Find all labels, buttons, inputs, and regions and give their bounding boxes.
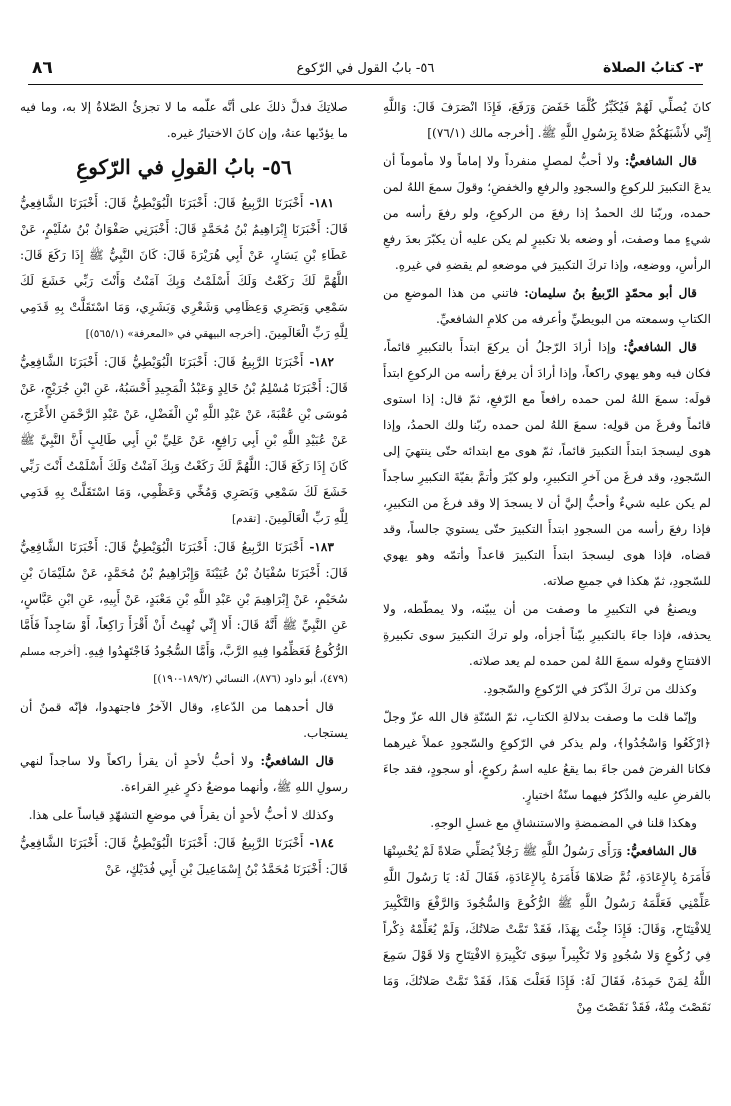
right-paragraph [383, 94, 711, 146]
hadith-number: ١٨٣- [309, 540, 335, 554]
hadith-source: [أخرجه البيهقي في «المعرفة» (٥٦٥/١)] [85, 328, 261, 340]
commentary-paragraph [20, 802, 348, 828]
hadith-text: أَخْبَرَنَا الرَّبِيعُ قَالَ: أَخْبَرَنَا الْبُوَيْطِيُّ قَالَ: أَخْبَرَنَا الشَّافِعِيُّ قَالَ: أَخْبَرَنَا إِبْرَاهِيمُ بْنُ مُحَمَّدٍ قَالَ: أَخْبَرَنِي صَفْوَانُ بْنُ سُلَيْمٍ، عَنْ عَطَاءِ بْنِ يَسَارٍ، عَنْ أَبِي هُرَيْرَةَ قَالَ: كَانَ النَّبِيُّ ﷺ إِذَا رَكَعَ قَالَ: اللَّهُمَّ لَكَ رَكَعْتُ وَلَكَ أَسْلَمْتُ وَبِكَ آمَنْتُ وَأَنْتَ رَبِّي خَشَعَ لَكَ سَمْعِي وَبَصَرِي وَعِظَامِي وَشَعْرِي وَبَشَرِي، وَمَا اسْتَقَلَّتْ بِهِ قَدَمِي لِلَّهِ رَبِّ الْعَالَمِينَ. [20, 196, 348, 340]
paragraph-text: وهكذا قلنا في المضمضةِ والاستنشاقِ مع غسلِ الوجهِ. [430, 816, 697, 830]
section-title: ٥٦- بابُ القولِ في الرّكوعِ [76, 155, 292, 179]
right-paragraph [383, 704, 711, 808]
right-paragraph [383, 148, 711, 278]
hadith-number: ١٨٢- [309, 355, 335, 369]
chapter-title: ٥٦- بابُ القول في الرّكوع [296, 61, 435, 76]
commentary-paragraph [20, 694, 348, 746]
paragraph-text: فاتني من هذا الموضعِ من الكتابِ وسمعته من البويطيِّ وأعرفه من كلامِ الشافعيِّ. [383, 286, 711, 326]
right-paragraph [383, 596, 711, 674]
paragraph-text: قال أحدهما من الدّعاءِ، وقال الآخرُ فاجتهدوا، فإنّه قمنٌ أن يستجاب. [20, 700, 348, 740]
right-paragraph [383, 810, 711, 836]
hadith-text: أَخْبَرَنَا الرَّبِيعُ قَالَ: أَخْبَرَنَا الْبُوَيْطِيُّ قَالَ: أَخْبَرَنَا الشَّافِعِيُّ قَالَ: أَخْبَرَنَا مُسْلِمُ بْنُ خَالِدٍ وَعَبْدُ الْمَجِيدِ أَحْسَبُهُ، عَنِ ابْنِ جُرَيْجٍ، عَنْ مُوسَى بْنِ عُقْبَةَ، عَنْ عَبْدِ اللَّهِ بْنِ الْفَضْلِ، عَنْ عَبْدِ الرَّحْمَنِ الأَعْرَجِ، عَنْ عُبَيْدِ اللَّهِ بْنِ أَبِي رَافِعٍ، عَنْ عَلِيِّ بْنِ أَبِي طَالِبٍ أَنَّ النَّبِيَّ ﷺ كَانَ إِذَا رَكَعَ قَالَ: اللَّهُمَّ لَكَ رَكَعْتُ وَبِكَ آمَنْتُ وَلَكَ أَسْلَمْتُ أَنْتَ رَبِّي خَشَعَ لَكَ سَمْعِي وَبَصَرِي وَمُخِّي وَعَظْمِي، وَمَا اسْتَقَلَّتْ بِهِ قَدَمِي لِلَّهِ رَبِّ الْعَالَمِينَ. [20, 355, 348, 525]
paragraph-text: وكذلك من تركَ الذّكرَ في الرّكوعِ والسّجودِ. [483, 682, 697, 696]
hadith-183 [20, 534, 348, 692]
hadith-182 [20, 349, 348, 532]
left-column [20, 94, 348, 1096]
hadith-184 [20, 830, 348, 882]
right-column [383, 94, 711, 1096]
paragraph-text: ويصنعُ في التكبيرِ ما وصفت من أن يبيّنه، ولا يمطّطه، ولا يحذفه، فإذا جاءَ بالتكبيرِ بيّناً أجزأه، ولو تركَ التكبيرَ سوى تكبيرةِ الافتتاحِ وقوله سمعَ اللهُ لمن حمده لم يعد صلاته. [383, 602, 711, 668]
hadith-text: أَخْبَرَنَا الرَّبِيعُ قَالَ: أَخْبَرَنَا الْبُوَيْطِيُّ قَالَ: أَخْبَرَنَا الشَّافِعِيُّ قَالَ: أَخْبَرَنَا سُفْيَانُ بْنُ عُيَيْنَةَ وَإِبْرَاهِيمُ بْنُ مُحَمَّدٍ، عَنْ سُلَيْمَانَ بْنِ سُحَيْمٍ، عَنْ إِبْرَاهِيمَ بْنِ عَبْدِ اللَّهِ بْنِ مَعْبَدٍ، عَنْ أَبِيهِ، عَنِ ابْنِ عَبَّاسٍ، عَنِ النَّبِيِّ ﷺ أَنَّهُ قَالَ: أَلا إِنِّي نُهِيتُ أَنْ أَقْرَأَ رَاكِعاً، أَوْ سَاجِداً فَأَمَّا الرُّكُوعُ فَعَظِّمُوا فِيهِ الرَّبَّ، وَأَمَّا السُّجُودُ فَاجْتَهِدُوا فِيهِ. [20, 540, 348, 658]
hadith-number: ١٨١- [309, 196, 335, 210]
right-paragraph [383, 334, 711, 594]
speaker: قال الشافعيُّ: [260, 754, 335, 768]
page-number: ٨٦ [32, 58, 53, 78]
book-title: ٣- كتابُ الصلاة [602, 60, 703, 76]
hadith-source: [تقدم] [232, 513, 261, 525]
paragraph-text: كانَ يُصلِّي لَهُمْ فَيُكَبِّرُ كُلَّمَا خَفَضَ وَرَفَعَ، فَإِذَا انْصَرَفَ قَالَ: وَاللَّهِ إِنِّي لأَشْبَهُكُمْ صَلاةً بِرَسُولِ اللَّهِ ﷺ. [أخرجه مالك (٧٦/١)] [383, 100, 711, 140]
hadith-text: أَخْبَرَنَا الرَّبِيعُ قَالَ: أَخْبَرَنَا الْبُوَيْطِيُّ قَالَ: أَخْبَرَنَا الشَّافِعِيُّ قَالَ: أَخْبَرَنَا مُحَمَّدُ بْنُ إِسْمَاعِيلَ بْنِ أَبِي فُدَيْكٍ، عَنْ [20, 836, 348, 876]
hadith-source: [أخرجه مسلم (٤٧٩)، أبو داود (٨٧٦)، النسائي (١٨٩/٢-١٩٠)] [20, 646, 348, 685]
hadith-number: ١٨٤- [309, 836, 335, 850]
speaker: قال أبو محمّدٍ الرّبيعُ بنُ سليمان: [524, 286, 697, 300]
paragraph-text: وإنّما قلت ما وصفت بدلالةِ الكتابِ، ثمّ السّنّةِ قال الله عزّ وجلّ ﴿ارْكَعُوا وَاسْجُدُوا﴾، ولم يذكر في الرّكوعِ والسّجودِ عملاً غيرهما فكانا الفرضَ فمن جاءَ بما يقعُ عليه اسمُ ركوعٍ، أو سجودٍ، فقد جاءَ بالفرضِ عليه والذّكرُ فيهما سنّةُ اختيارٍ. [383, 710, 711, 802]
paragraph-text: ولا أحبُّ لأحدٍ أن يقرأ راكعاً ولا ساجداً لنهي رسولِ اللهِ ﷺ، وأنهما موضعُ ذكرٍ غيرِ القراءة. [20, 754, 348, 794]
speaker: قال الشافعيُّ: [623, 340, 698, 354]
page-header [28, 58, 703, 85]
speaker: قال الشافعيُّ: [624, 154, 698, 168]
paragraph-text: ولا أحبُّ لمصلٍ منفرداً ولا إماماً ولا مأموماً أن يدعَ التكبيرَ للركوعِ والسجودِ والرفعِ والخفضِ؛ وقولَ سمعَ اللهُ لمن حمده، وربّنا لك الحمدُ إذا رفعَ من الركوعِ، ولو رفعَ رأسه من شيءٍ مما وصفت، أو وضعه بلا تكبيرٍ لم يكن عليه أن يكبّرَ بعدَ رفعِ الرأسِ، ووضعِه، وإذا تركَ التكبيرَ في موضعهِ لم يقضهِ في غيرهِ. [383, 154, 711, 272]
right-paragraph [383, 838, 711, 1020]
paragraph-text: وكذلك لا أحبُّ لأحدٍ أن يقرأَ في موضعِ التشهّدِ قياساً على هذا. [28, 808, 334, 822]
hadith-181 [20, 190, 348, 347]
paragraph-text: وإذا أرادَ الرّجلُ أن يركعَ ابتدأَ بالتكبيرِ قائماً، فكان فيه وهو يهوي راكعاً، وإذا أرادَ أن يرفعَ رأسه من الركوعِ ابتدأَ قولَه: سمعَ اللهُ لمن حمده رافعاً مع الرّفعِ، ثمّ قال: إذا استوى قائماً وفرغَ من قولِه: سمعَ اللهُ لمن حمده ربّنا ولك الحمدُ، وإذا هوى ليسجدَ ابتدأَ التكبيرَ قائماً، ثمّ هوى مع ابتدائه حتّى ينتهيَ إلى السّجودِ، وقد فرغَ من آخرِ التكبيرِ، ولو كبّرَ وأتمَّ بقيّةَ التكبيرِ ساجداً لم يكن عليه شيءٌ وأحبُّ إليَّ أن لا يسجدَ إلا وقد فرغَ من التكبيرِ، فإذا رفعَ رأسه من السجودِ ابتدأَ التكبيرَ حتّى يستويَ جالساً، وقد قضاه، فإذا هوى ليسجدَ ابتدأَ التكبيرَ قاعداً وأتمّه وهو يهوي للسّجودِ، ثمّ هكذا في جميعِ صلاته. [383, 340, 711, 588]
right-paragraph [383, 676, 711, 702]
right-paragraph [383, 280, 711, 332]
speaker: قال الشافعيُّ: [626, 844, 697, 858]
paragraph-text: وَرَأَى رَسُولُ اللَّهِ ﷺ رَجُلاً يُصَلِّي صَلاةً لَمْ يُحْسِنْهَا فَأَمَرَهُ بِالإِعَادَةِ، ثُمَّ صَلاهَا فَأَمَرَهُ بِالإِعَادَةِ، فَقَالَ لَهُ: يَا رَسُولَ اللَّهِ عَلِّمْنِي فَعَلَّمَهُ رَسُولُ اللَّهِ ﷺ الرُّكُوعَ وَالسُّجُودَ وَالرَّفْعَ وَالتَّكْبِيرَ لِلافْتِتَاحِ، وَقَالَ: فَإِذَا جِئْتَ بِهَذَا، فَقَدْ تَمَّتْ صَلاتُكَ، وَلَمْ يُعَلِّمْهُ ذِكْراً فِي رُكُوعٍ وَلا سُجُودٍ وَلا تَكْبِيراً سِوَى تَكْبِيرَةِ الافْتِتَاحِ وَلا قَوْلَ سَمِعَ اللَّهُ لِمَنْ حَمِدَهُ، فَقَالَ لَهُ: فَإِذَا فَعَلْتَ هَذَا، فَقَدْ تَمَّتْ صَلاتُكَ، وَمَا نَقَصْتَ مِنْهُ، فَقَدْ نَقَصْتَ مِنْ [383, 844, 711, 1014]
commentary-paragraph [20, 748, 348, 800]
left-intro: صلاتِكَ فدلَّ ذلكَ على أنَّه علّمه ما لا تجزئُ الصّلاةُ إلا به، وما فيه ما يؤدّيها عنهُ، وإن كانَ الاختيارُ غيره. [20, 100, 348, 140]
